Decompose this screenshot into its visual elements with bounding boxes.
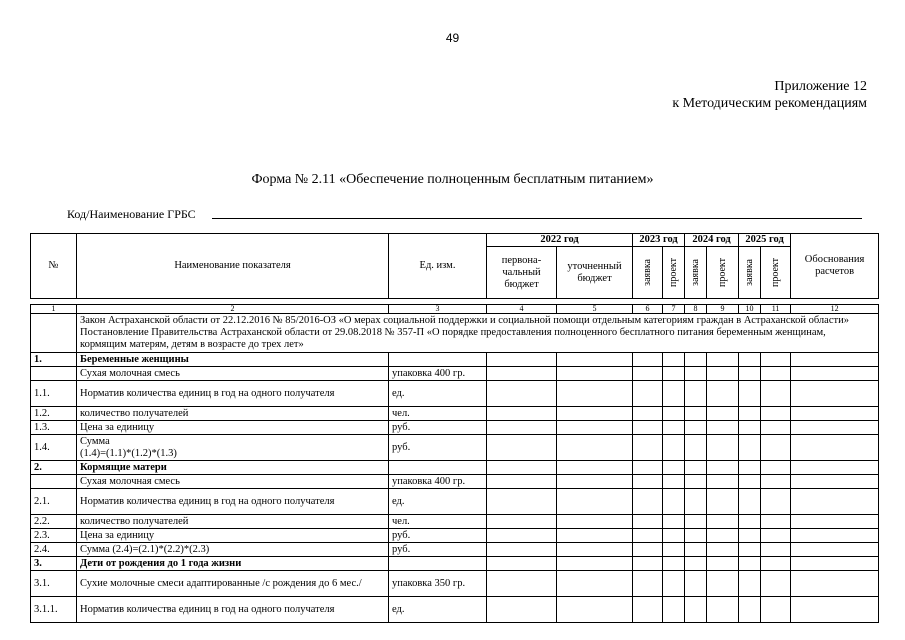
resolution-reference: Постановление Правительства Астраханской области от 29.08.2018 № 357-П «О порядке предоставления полноценного бесплатного питания беременным женщинам, кормящим матерям, детям в возрасте до трех лет»	[80, 327, 826, 350]
row-value-cell	[487, 543, 557, 557]
table-row	[31, 557, 879, 571]
row-number: 2.2.	[31, 515, 77, 529]
header-initial-budget: первона-чальный бюджет	[487, 247, 557, 299]
row-indicator-name: Цена за единицу	[77, 421, 389, 435]
row-value-cell	[633, 407, 663, 421]
row-value-cell	[761, 421, 791, 435]
row-value-cell	[487, 381, 557, 407]
row-value-cell	[685, 571, 707, 597]
row-value-cell	[557, 407, 633, 421]
row-value-cell	[707, 381, 739, 407]
row-value-cell	[685, 557, 707, 571]
row-value-cell	[791, 461, 879, 475]
row-value-cell	[685, 421, 707, 435]
row-number: 1.2.	[31, 407, 77, 421]
row-value-cell	[761, 367, 791, 381]
row-value-cell	[633, 435, 663, 461]
table-row	[31, 381, 879, 407]
column-number: 1	[31, 305, 77, 314]
header-year-2023: 2023 год	[633, 234, 685, 247]
row-value-cell	[761, 529, 791, 543]
law-reference: Закон Астраханской области от 22.12.2016 № 85/2016-ОЗ «О мерах социальной поддержки и социальной помощи отдельным категориям граждан в Астраханской области»	[80, 315, 849, 326]
column-number: 7	[663, 305, 685, 314]
row-value-cell	[633, 489, 663, 515]
header-revised-budget: уточненный бюджет	[557, 247, 633, 299]
row-indicator-name: Беременные женщины	[77, 353, 389, 367]
row-value-cell	[685, 489, 707, 515]
row-value-cell	[487, 515, 557, 529]
row-value-cell	[487, 557, 557, 571]
row-value-cell	[761, 557, 791, 571]
row-value-cell	[557, 543, 633, 557]
column-number: 4	[487, 305, 557, 314]
row-number: 1.3.	[31, 421, 77, 435]
row-value-cell	[685, 367, 707, 381]
row-unit: чел.	[389, 515, 487, 529]
table-row	[31, 461, 879, 475]
row-value-cell	[633, 543, 663, 557]
row-value-cell	[557, 421, 633, 435]
header-year-2025: 2025 год	[739, 234, 791, 247]
row-value-cell	[633, 597, 663, 623]
row-value-cell	[557, 557, 633, 571]
row-value-cell	[739, 353, 761, 367]
row-unit	[389, 353, 487, 367]
table-row	[31, 407, 879, 421]
table-row	[31, 435, 879, 461]
column-number: 12	[791, 305, 879, 314]
row-unit: руб.	[389, 529, 487, 543]
row-unit: упаковка 350 гр.	[389, 571, 487, 597]
row-value-cell	[633, 529, 663, 543]
row-value-cell	[707, 529, 739, 543]
table-row	[31, 571, 879, 597]
header-request-2025: заявка	[743, 259, 755, 286]
row-value-cell	[707, 557, 739, 571]
row-value-cell	[487, 597, 557, 623]
row-value-cell	[685, 435, 707, 461]
row-value-cell	[685, 381, 707, 407]
header-draft-2023: проект	[667, 257, 679, 287]
row-value-cell	[707, 543, 739, 557]
appendix-line-2: к Методическим рекомендациям	[672, 96, 867, 111]
row-value-cell	[685, 407, 707, 421]
row-value-cell	[685, 597, 707, 623]
row-value-cell	[557, 353, 633, 367]
row-value-cell	[791, 367, 879, 381]
row-value-cell	[633, 475, 663, 489]
row-indicator-name: Дети от рождения до 1 года жизни	[77, 557, 389, 571]
row-value-cell	[791, 597, 879, 623]
row-value-cell	[685, 515, 707, 529]
table-row	[31, 367, 879, 381]
row-indicator-name: количество получателей	[77, 407, 389, 421]
row-number	[31, 475, 77, 489]
row-value-cell	[663, 367, 685, 381]
row-indicator-name: Сумма (1.4)=(1.1)*(1.2)*(1.3)	[77, 435, 389, 461]
row-value-cell	[633, 421, 663, 435]
row-value-cell	[707, 435, 739, 461]
row-value-cell	[663, 407, 685, 421]
row-value-cell	[557, 529, 633, 543]
row-value-cell	[739, 461, 761, 475]
row-value-cell	[739, 597, 761, 623]
row-value-cell	[557, 489, 633, 515]
row-unit: руб.	[389, 421, 487, 435]
row-unit: упаковка 400 гр.	[389, 475, 487, 489]
row-indicator-name: количество получателей	[77, 515, 389, 529]
row-indicator-name: Сумма (2.4)=(2.1)*(2.2)*(2.3)	[77, 543, 389, 557]
header-num: №	[31, 234, 77, 299]
row-value-cell	[557, 381, 633, 407]
table-row	[31, 353, 879, 367]
row-value-cell	[557, 461, 633, 475]
row-value-cell	[663, 597, 685, 623]
column-number: 8	[685, 305, 707, 314]
table-row	[31, 475, 879, 489]
row-value-cell	[739, 489, 761, 515]
row-number: 3.	[31, 557, 77, 571]
row-value-cell	[685, 353, 707, 367]
row-value-cell	[707, 353, 739, 367]
row-value-cell	[707, 515, 739, 529]
row-number	[31, 367, 77, 381]
row-value-cell	[739, 515, 761, 529]
row-indicator-name: Сухая молочная смесь	[77, 475, 389, 489]
column-number: 11	[761, 305, 791, 314]
header-year-2022: 2022 год	[487, 234, 633, 247]
row-number: 2.3.	[31, 529, 77, 543]
row-number: 2.4.	[31, 543, 77, 557]
row-indicator-name: Норматив количества единиц в год на одного получателя	[77, 597, 389, 623]
row-unit: чел.	[389, 407, 487, 421]
row-value-cell	[487, 435, 557, 461]
row-value-cell	[791, 543, 879, 557]
appendix-note	[672, 78, 867, 112]
row-unit	[389, 557, 487, 571]
row-value-cell	[633, 557, 663, 571]
row-value-cell	[487, 489, 557, 515]
row-value-cell	[761, 407, 791, 421]
column-number: 9	[707, 305, 739, 314]
row-value-cell	[739, 571, 761, 597]
row-value-cell	[707, 571, 739, 597]
row-number: 1.4.	[31, 435, 77, 461]
row-value-cell	[685, 461, 707, 475]
row-value-cell	[487, 475, 557, 489]
row-number: 1.	[31, 353, 77, 367]
row-unit: упаковка 400 гр.	[389, 367, 487, 381]
row-value-cell	[761, 543, 791, 557]
row-value-cell	[557, 367, 633, 381]
row-value-cell	[487, 367, 557, 381]
row-value-cell	[487, 461, 557, 475]
row-value-cell	[663, 461, 685, 475]
row-unit: ед.	[389, 489, 487, 515]
row-value-cell	[761, 381, 791, 407]
header-draft-2024: проект	[716, 257, 728, 287]
row-value-cell	[663, 475, 685, 489]
column-number: 3	[389, 305, 487, 314]
row-value-cell	[791, 407, 879, 421]
row-number: 3.1.1.	[31, 597, 77, 623]
row-value-cell	[663, 529, 685, 543]
row-value-cell	[663, 515, 685, 529]
row-indicator-name: Сухие молочные смеси адаптированные /с рождения до 6 мес./	[77, 571, 389, 597]
column-number: 10	[739, 305, 761, 314]
row-value-cell	[761, 475, 791, 489]
column-numbers-row	[31, 305, 879, 314]
header-year-2024: 2024 год	[685, 234, 739, 247]
row-indicator-name: Норматив количества единиц в год на одного получателя	[77, 381, 389, 407]
row-value-cell	[707, 407, 739, 421]
row-value-cell	[739, 435, 761, 461]
row-value-cell	[707, 421, 739, 435]
header-unit: Ед. изм.	[389, 234, 487, 299]
row-unit	[389, 461, 487, 475]
grbs-label: Код/Наименование ГРБС	[67, 207, 196, 221]
row-unit: руб.	[389, 543, 487, 557]
row-unit: ед.	[389, 597, 487, 623]
row-value-cell	[761, 515, 791, 529]
row-value-cell	[791, 353, 879, 367]
row-value-cell	[663, 543, 685, 557]
row-value-cell	[487, 353, 557, 367]
row-value-cell	[791, 421, 879, 435]
row-value-cell	[791, 529, 879, 543]
table-row	[31, 421, 879, 435]
row-value-cell	[663, 435, 685, 461]
row-value-cell	[739, 557, 761, 571]
row-value-cell	[739, 367, 761, 381]
row-value-cell	[791, 571, 879, 597]
row-value-cell	[633, 461, 663, 475]
row-value-cell	[761, 461, 791, 475]
column-number: 5	[557, 305, 633, 314]
row-number: 3.1.	[31, 571, 77, 597]
form-title: Форма № 2.11 «Обеспечение полноценным бесплатным питанием»	[251, 172, 654, 187]
row-value-cell	[663, 421, 685, 435]
grbs-input-line[interactable]	[212, 218, 862, 219]
row-unit: руб.	[389, 435, 487, 461]
row-value-cell	[739, 407, 761, 421]
row-value-cell	[761, 489, 791, 515]
row-indicator-name: Кормящие матери	[77, 461, 389, 475]
row-value-cell	[685, 475, 707, 489]
row-value-cell	[791, 489, 879, 515]
header-request-2024: заявка	[689, 259, 701, 286]
row-value-cell	[557, 475, 633, 489]
row-indicator-name: Сухая молочная смесь	[77, 367, 389, 381]
row-value-cell	[663, 353, 685, 367]
row-value-cell	[739, 381, 761, 407]
row-value-cell	[791, 475, 879, 489]
row-value-cell	[761, 435, 791, 461]
row-value-cell	[761, 597, 791, 623]
row-value-cell	[557, 435, 633, 461]
row-value-cell	[557, 515, 633, 529]
row-value-cell	[761, 353, 791, 367]
row-value-cell	[633, 515, 663, 529]
row-unit: ед.	[389, 381, 487, 407]
table-row	[31, 529, 879, 543]
indicators-table	[30, 233, 879, 623]
row-value-cell	[707, 475, 739, 489]
column-number: 6	[633, 305, 663, 314]
row-indicator-name: Цена за единицу	[77, 529, 389, 543]
header-draft-2025: проект	[769, 257, 781, 287]
row-value-cell	[791, 435, 879, 461]
row-value-cell	[663, 557, 685, 571]
header-justification: Обоснования расчетов	[791, 234, 879, 299]
row-value-cell	[487, 421, 557, 435]
row-value-cell	[739, 475, 761, 489]
row-value-cell	[557, 597, 633, 623]
row-value-cell	[633, 381, 663, 407]
table-row	[31, 597, 879, 623]
legal-basis-row	[31, 314, 879, 353]
row-value-cell	[791, 515, 879, 529]
column-number: 2	[77, 305, 389, 314]
row-indicator-name: Норматив количества единиц в год на одного получателя	[77, 489, 389, 515]
row-value-cell	[739, 421, 761, 435]
row-value-cell	[707, 461, 739, 475]
row-value-cell	[685, 543, 707, 557]
row-value-cell	[487, 407, 557, 421]
header-request-2023: заявка	[641, 259, 653, 286]
row-value-cell	[487, 571, 557, 597]
row-number: 2.1.	[31, 489, 77, 515]
appendix-line-1: Приложение 12	[774, 79, 867, 94]
row-value-cell	[791, 557, 879, 571]
row-value-cell	[633, 353, 663, 367]
row-value-cell	[761, 571, 791, 597]
row-value-cell	[663, 571, 685, 597]
row-value-cell	[685, 529, 707, 543]
row-value-cell	[739, 529, 761, 543]
row-value-cell	[739, 543, 761, 557]
table-row	[31, 515, 879, 529]
row-value-cell	[663, 381, 685, 407]
row-number: 1.1.	[31, 381, 77, 407]
table-row	[31, 543, 879, 557]
header-name: Наименование показателя	[77, 234, 389, 299]
row-value-cell	[487, 529, 557, 543]
row-value-cell	[707, 367, 739, 381]
row-value-cell	[663, 489, 685, 515]
page-number: 49	[445, 31, 460, 45]
row-value-cell	[557, 571, 633, 597]
row-value-cell	[791, 381, 879, 407]
row-value-cell	[633, 571, 663, 597]
row-value-cell	[707, 489, 739, 515]
row-value-cell	[633, 367, 663, 381]
table-row	[31, 489, 879, 515]
row-value-cell	[707, 597, 739, 623]
row-number: 2.	[31, 461, 77, 475]
